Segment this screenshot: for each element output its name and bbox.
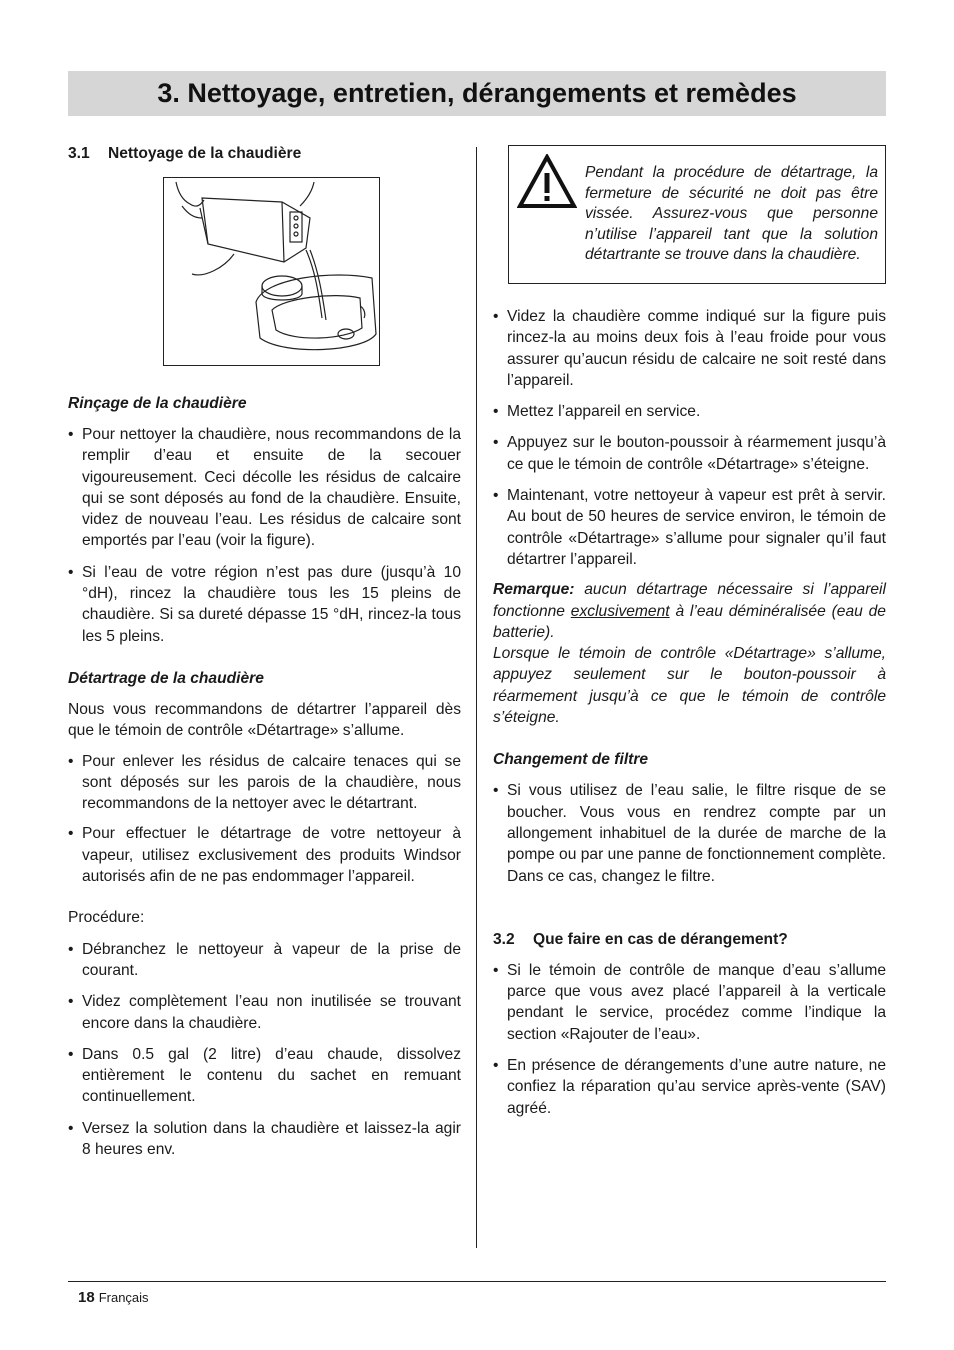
list-item: • Si vous utilisez de l’eau salie, le filtre risque de se boucher. Vous vous en rendrez compte par un allongement inhabituel de la durée de marche de la pompe ou par une panne de fonctionnement complète. Dans ce cas, changez le filtre. [493,780,886,886]
rincage-list [68,424,461,647]
section-number: 3.2 [493,930,515,948]
list-item: • Videz la chaudière comme indiqué sur la figure puis rincez-la au moins deux fois à l’eau froide pour vous assurer qu’aucun résidu de calcaire ne soit resté dans l’appareil. [493,306,886,391]
list-item: • Dans 0.5 gal (2 litre) d’eau chaude, dissolvez entièrement le contenu du sachet en remuant continuellement. [68,1044,461,1108]
list-item: • Si l’eau de votre région n’est pas dure (jusqu’à 10 °dH), rincez la chaudière tous les 15 pleins de chaudière. Si sa dureté dépasse 15 °dH, rincez-la tous les 5 pleins. [68,562,461,647]
warning-box [508,145,886,284]
remark-underlined: exclusivement [570,602,670,620]
remark-text-1: aucun détartrage nécessaire si l’appareil fonctionne [493,581,886,620]
section-title: Que faire en cas de dérangement? [533,930,788,948]
list-item: • Versez la solution dans la chaudière et laissez-la agir 8 heures env. [68,1118,461,1161]
warning-triangle-icon [517,154,577,210]
warning-text: Pendant la procédure de détartrage, la fermeture de sécurité ne doit pas être vissée. Assurez-vous que personne n’utilise l’appareil tant que la solution détartrante se trouve dans la chaudière. [585,164,878,264]
list-item: • Pour nettoyer la chaudière, nous recommandons de la remplir d’eau et ensuite de la secouer vigoureusement. Ceci décolle les résidus de calcaire qui se sont déposés au fond de la chaudière. Ensuite, videz de nouveau l’eau. Les résidus de calcaire sont emportés par l’eau (voir la figure). [68,424,461,552]
list-item: • Pour effectuer le détartrage de votre nettoyeur à vapeur, utilisez exclusivement des produits Windsor autorisés afin de ne pas endommager l’appareil. [68,823,461,887]
page-title: 3. Nettoyage, entretien, dérangements et remèdes [157,78,797,108]
list-item: • En présence de dérangements d’une autre nature, ne confiez la réparation qu’au service après-vente (SAV) agréé. [493,1055,886,1119]
section-heading-3-2 [493,929,886,950]
remark-text-3: Lorsque le témoin de contrôle «Détartrage» s’allume, appuyez seulement sur le bouton-poussoir à réarmement jusqu’à ce que le témoin de contrôle s’éteigne. [493,645,886,727]
filter-list [493,780,886,886]
footer [78,1289,149,1306]
list-item: • Maintenant, votre nettoyeur à vapeur est prêt à servir. Au bout de 50 heures de service environ, le témoin de contrôle «Détartrage» s’allume pour signaler qu’il faut détartrer l’appareil. [493,485,886,570]
footer-rule [68,1281,886,1282]
rincage-heading: Rinçage de la chaudière [68,395,247,412]
list-item: • Si le témoin de contrôle de manque d’eau s’allume parce que vous avez placé l’appareil à la verticale pendant le service, procédez comme l’indique la section «Rajouter de l’eau». [493,960,886,1045]
remark-note [493,579,886,728]
list-item: • Mettez l’appareil en service. [493,401,886,422]
column-divider [476,147,477,1248]
troubleshooting-list [493,960,886,1119]
title-bar [68,71,886,116]
detartrage-intro: Nous vous recommandons de détartrer l’appareil dès que le témoin de contrôle «Détartrage» s’allume. [68,700,461,740]
instructions-list [493,306,886,570]
section-heading-3-1 [68,143,461,164]
filter-heading: Changement de filtre [493,751,649,769]
list-item: • Pour enlever les résidus de calcaire tenaces qui se sont déposés sur les parois de la chaudière, nous recommandons de la nettoyer avec le détartrant. [68,751,461,815]
page-number: 18 [78,1289,95,1306]
procedure-label: Procédure: [68,909,145,927]
list-item: • Appuyez sur le bouton-poussoir à réarmement jusqu’à ce que le témoin de contrôle «Détartrage» s’éteigne. [493,432,886,475]
footer-language: Français [98,1290,149,1305]
procedure-list [68,939,461,1161]
boiler-rinsing-illustration [163,177,380,366]
boiler-pouring-drawing [164,178,379,365]
section-number: 3.1 [68,145,90,162]
remark-text-2: à l’eau déminéralisée (eau de batterie). [493,602,886,641]
left-column [68,140,461,1160]
detartrage-heading: Détartrage de la chaudière [68,669,264,687]
right-column [493,306,886,1119]
remark-label: Remarque: [493,581,575,599]
list-item: • Videz complètement l’eau non inutilisée se trouvant encore dans la chaudière. [68,991,461,1034]
detartrage-list [68,751,461,888]
section-title: Nettoyage de la chaudière [108,145,302,162]
list-item: • Débranchez le nettoyeur à vapeur de la prise de courant. [68,939,461,982]
